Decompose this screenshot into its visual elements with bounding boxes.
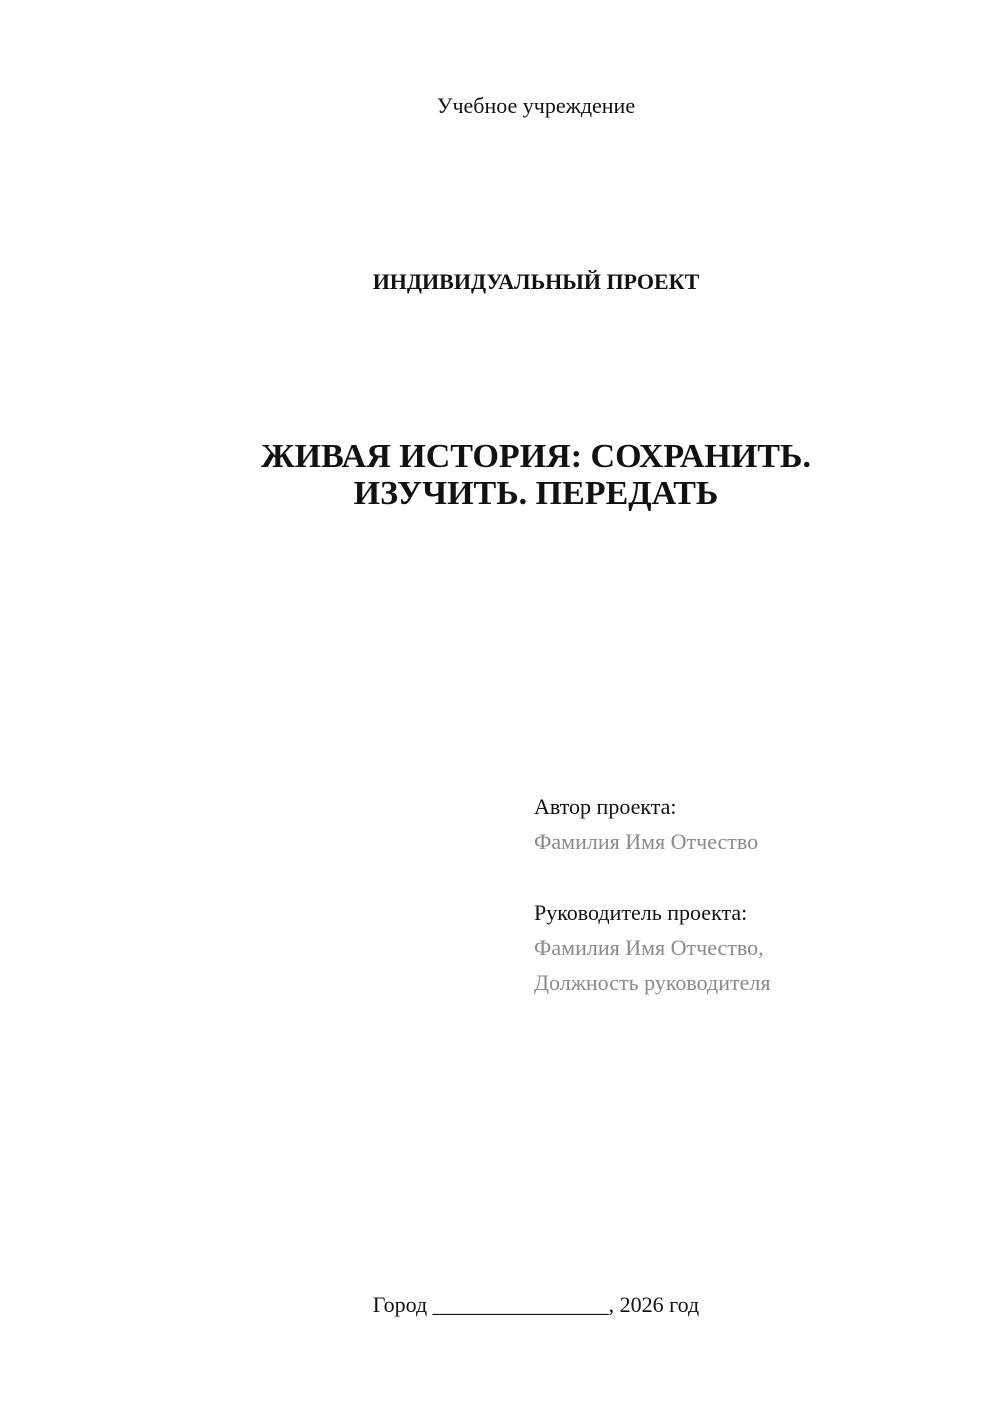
credits-block: [534, 789, 974, 1000]
project-title-line-2: ИЗУЧИТЬ. ПЕРЕДАТЬ: [353, 475, 719, 512]
author-name-placeholder: Фамилия Имя Отчество: [534, 829, 759, 854]
project-title-line-1: ЖИВАЯ ИСТОРИЯ: СОХРАНИТЬ.: [261, 438, 811, 475]
institution-name: Учебное учреждение: [436, 93, 636, 118]
supervisor-position-placeholder: Должность руководителя: [534, 970, 771, 995]
city-year-footer: Город ________________, 2026 год: [372, 1292, 700, 1317]
project-type-heading: ИНДИВИДУАЛЬНЫЙ ПРОЕКТ: [372, 269, 700, 294]
credits-spacer: [534, 859, 974, 895]
project-title: [180, 438, 892, 512]
author-label: Автор проекта:: [534, 794, 677, 819]
supervisor-name-placeholder: Фамилия Имя Отчество,: [534, 935, 764, 960]
supervisor-label: Руководитель проекта:: [534, 900, 748, 925]
